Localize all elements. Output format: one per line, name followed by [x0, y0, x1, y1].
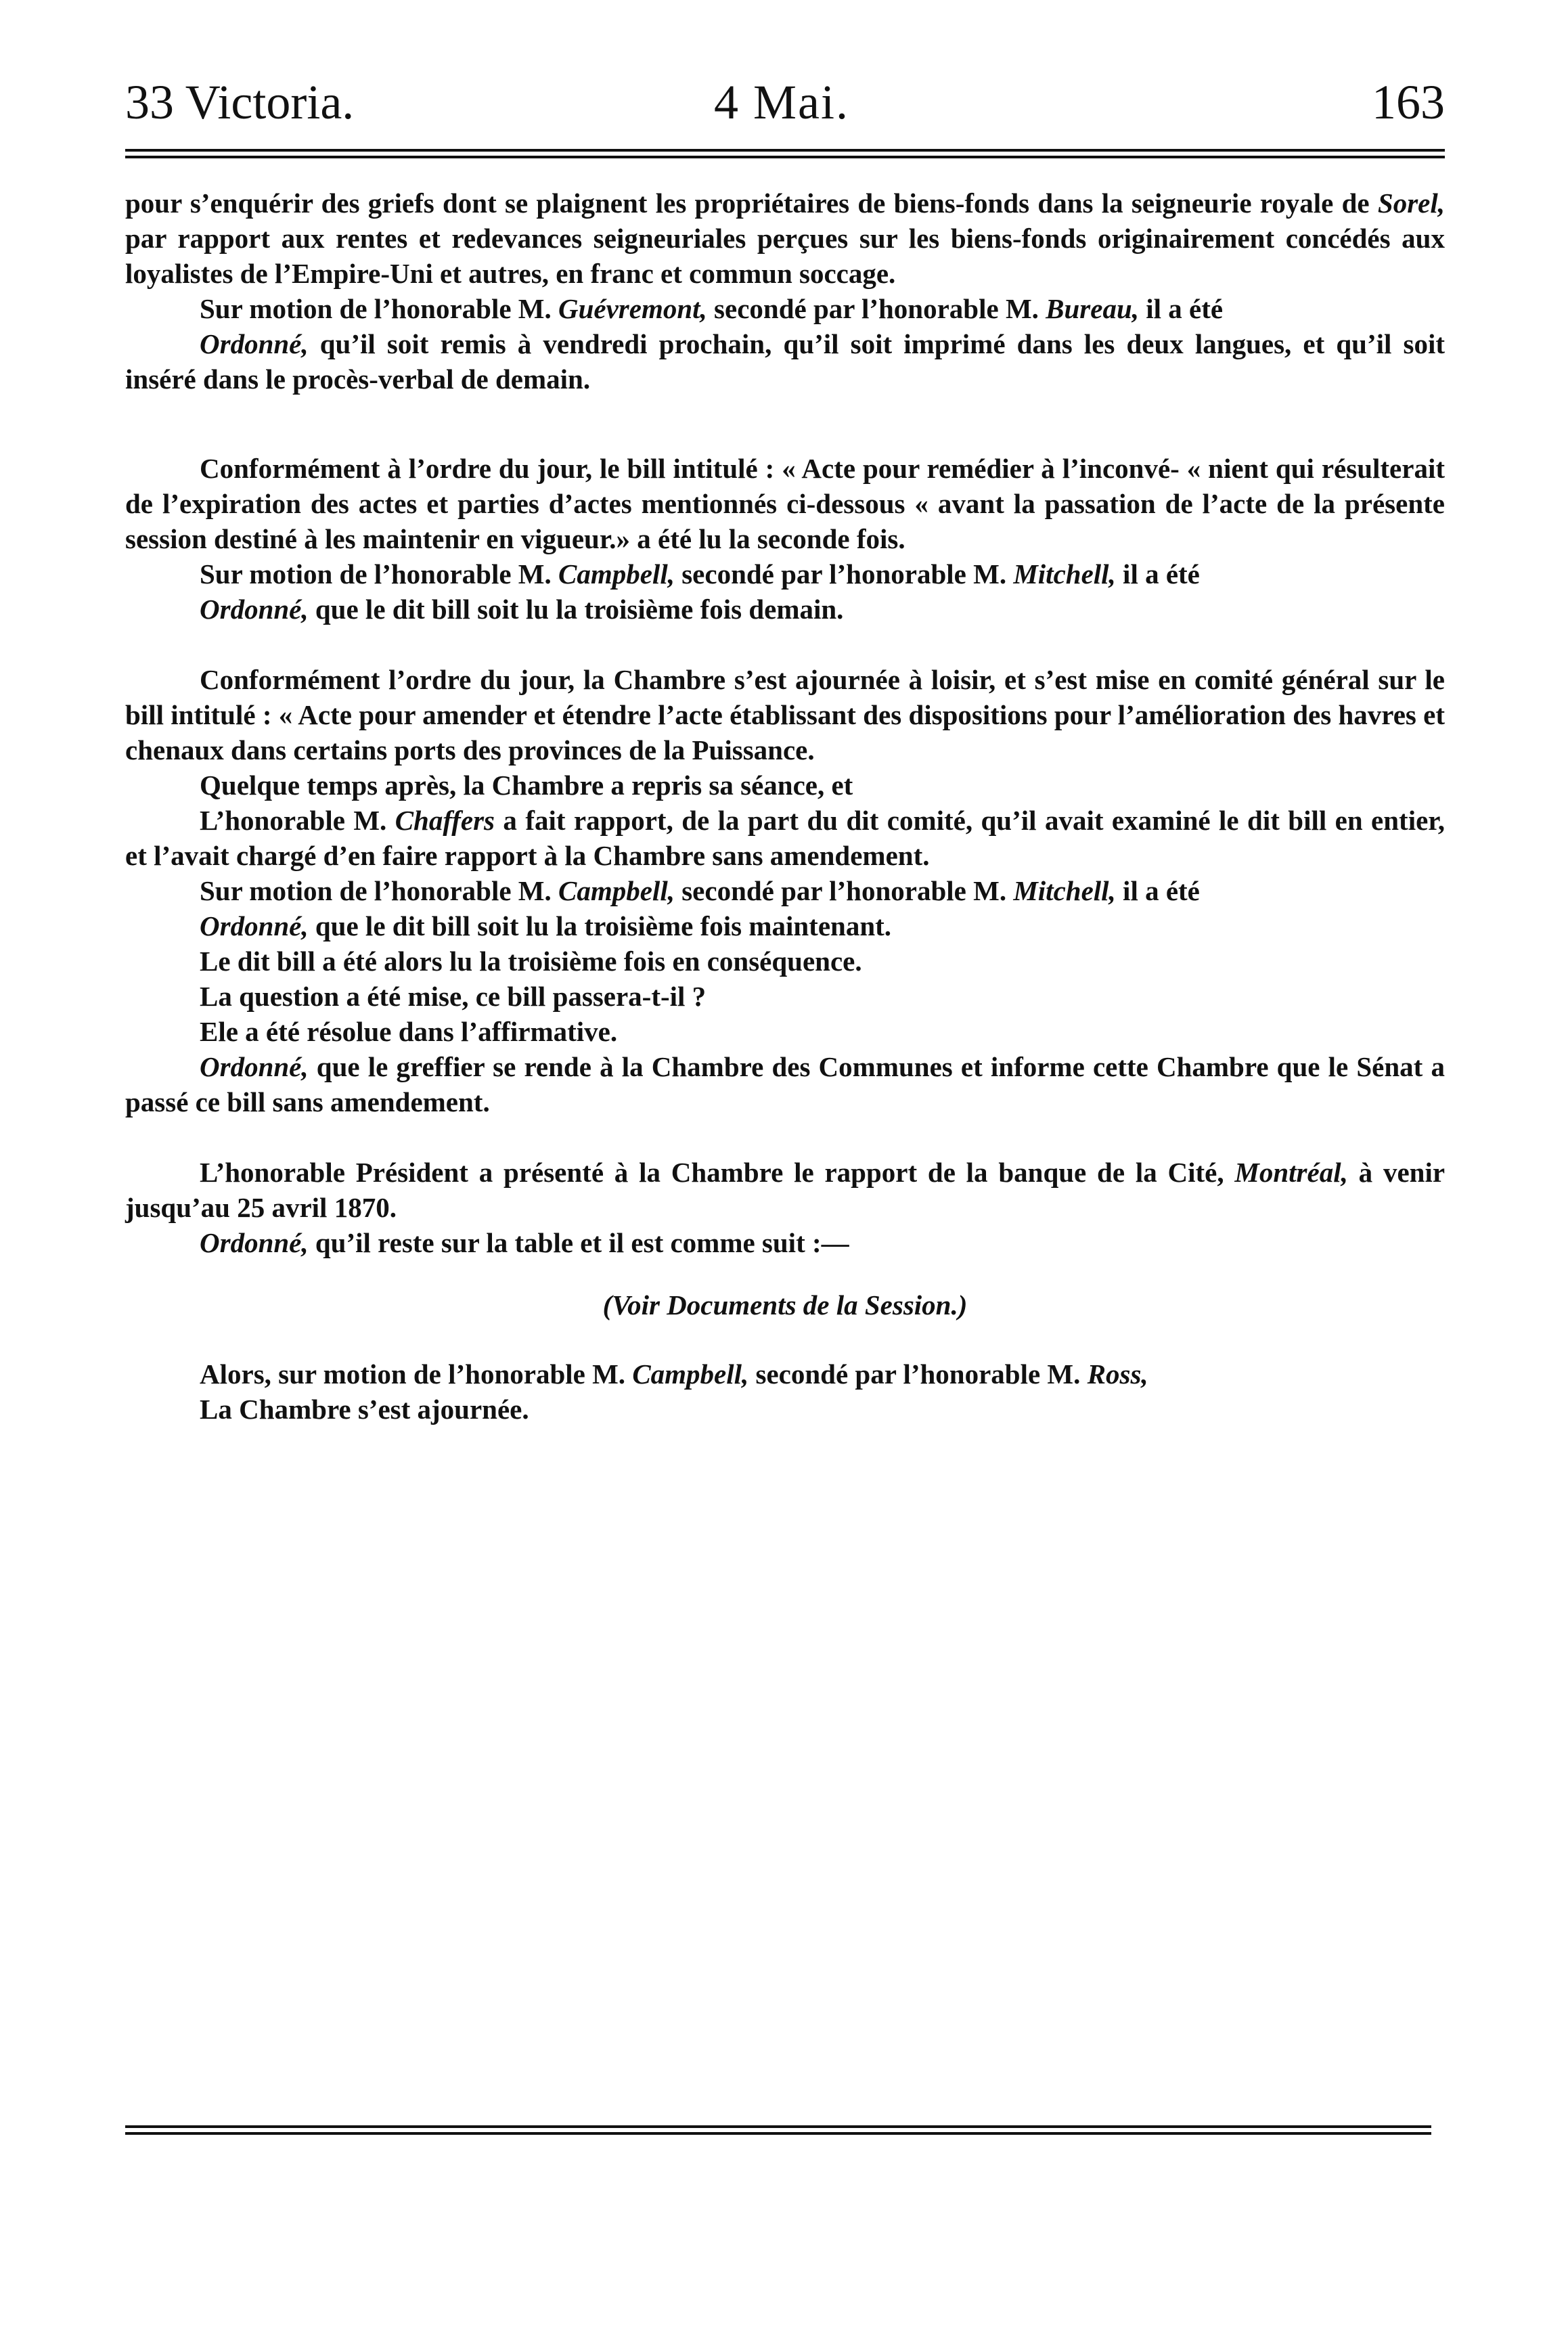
header-date: 4 Mai.	[714, 75, 849, 129]
body-text	[125, 185, 1445, 1427]
paragraph-affirmative: Ele a été résolue dans l’affirmative.	[200, 1016, 618, 1047]
paragraph-third-reading: Le dit bill a été alors lu la troisième fois en conséquence.	[200, 946, 862, 977]
paragraph-question: La question a été mise, ce bill passera-t-il ?	[200, 981, 707, 1012]
paragraph-ordered-2: Ordonné, que le dit bill soit lu la troisième fois demain.	[200, 594, 844, 625]
paragraph-ordered-5: Ordonné, qu’il reste sur la table et il est comme suit :—	[200, 1227, 849, 1258]
section-gap	[125, 627, 1445, 662]
page-number: 163	[1372, 75, 1445, 129]
paragraph-motion-3: Sur motion de l’honorable M. Campbell, secondé par l’honorable M. Mitchell, il a été	[200, 875, 1200, 906]
footer-rule	[125, 2125, 1431, 2135]
paragraph-adjourned: La Chambre s’est ajournée.	[200, 1394, 529, 1425]
running-header	[125, 61, 1445, 149]
header-rule	[125, 149, 1445, 158]
section-gap	[125, 1120, 1445, 1155]
paragraph-motion-1: Sur motion de l’honorable M. Guévremont, secondé par l’honorable M. Bureau, il a été	[200, 293, 1224, 324]
paragraph-ordered-3: Ordonné, que le dit bill soit lu la troisième fois maintenant.	[200, 910, 892, 942]
paragraph-ordered-1: Ordonné, qu’il soit remis à vendredi prochain, qu’il soit imprimé dans les deux langues, et qu’il soit inséré dans le procès-verbal de demain.	[125, 328, 1446, 395]
paragraph-motion-2: Sur motion de l’honorable M. Campbell, secondé par l’honorable M. Mitchell, il a été	[200, 558, 1200, 590]
paragraph-resumed: Quelque temps après, la Chambre a repris sa séance, et	[200, 770, 853, 801]
documents-reference: (Voir Documents de la Session.)	[602, 1289, 968, 1321]
page	[125, 61, 1445, 1427]
paragraph-bank-report: L’honorable Président a présenté à la Chambre le rapport de la banque de la Cité, Montréal, à venir jusqu’au 25 avril 1870.	[125, 1157, 1446, 1223]
section-gap	[125, 397, 1445, 451]
header-session: 33 Victoria.	[125, 75, 355, 129]
paragraph-adjourn-motion: Alors, sur motion de l’honorable M. Campbell, secondé par l’honorable M. Ross,	[200, 1358, 1148, 1390]
paragraph-ordered-4: Ordonné, que le greffier se rende à la Chambre des Communes et informe cette Chambre que le Sénat a passé ce bill sans amendement.	[125, 1051, 1445, 1117]
paragraph-sorel: pour s’enquérir des griefs dont se plaignent les propriétaires de biens-fonds dans la seigneurie royale de Sorel, par rapport aux rentes et redevances seigneuriales perçues sur les biens-fonds originairement concédés aux loyalistes de l’Empire-Uni et autres, en franc et commun soccage.	[125, 187, 1446, 289]
paragraph-report: L’honorable M. Chaffers a fait rapport, de la part du dit comité, qu’il avait examiné le dit bill en entier, et l’avait chargé d’en faire rapport à la Chambre sans amendement.	[125, 805, 1445, 871]
paragraph-bill-second-reading: Conformément à l’ordre du jour, le bill intitulé : « Acte pour remédier à l’inconvé- « nient qui résulterait de l’expiration des actes et parties d’actes mentionnés ci-dessous « avant la passation de l’acte de la présente session destiné à les maintenir en vigueur.» a été lu la seconde fois.	[125, 453, 1445, 554]
paragraph-committee: Conformément l’ordre du jour, la Chambre s’est ajournée à loisir, et s’est mise en comité général sur le bill intitulé : « Acte pour amender et étendre l’acte établissant des dispositions pour l’amélioration des havres et chenaux dans certains ports des provinces de la Puissance.	[125, 664, 1445, 766]
